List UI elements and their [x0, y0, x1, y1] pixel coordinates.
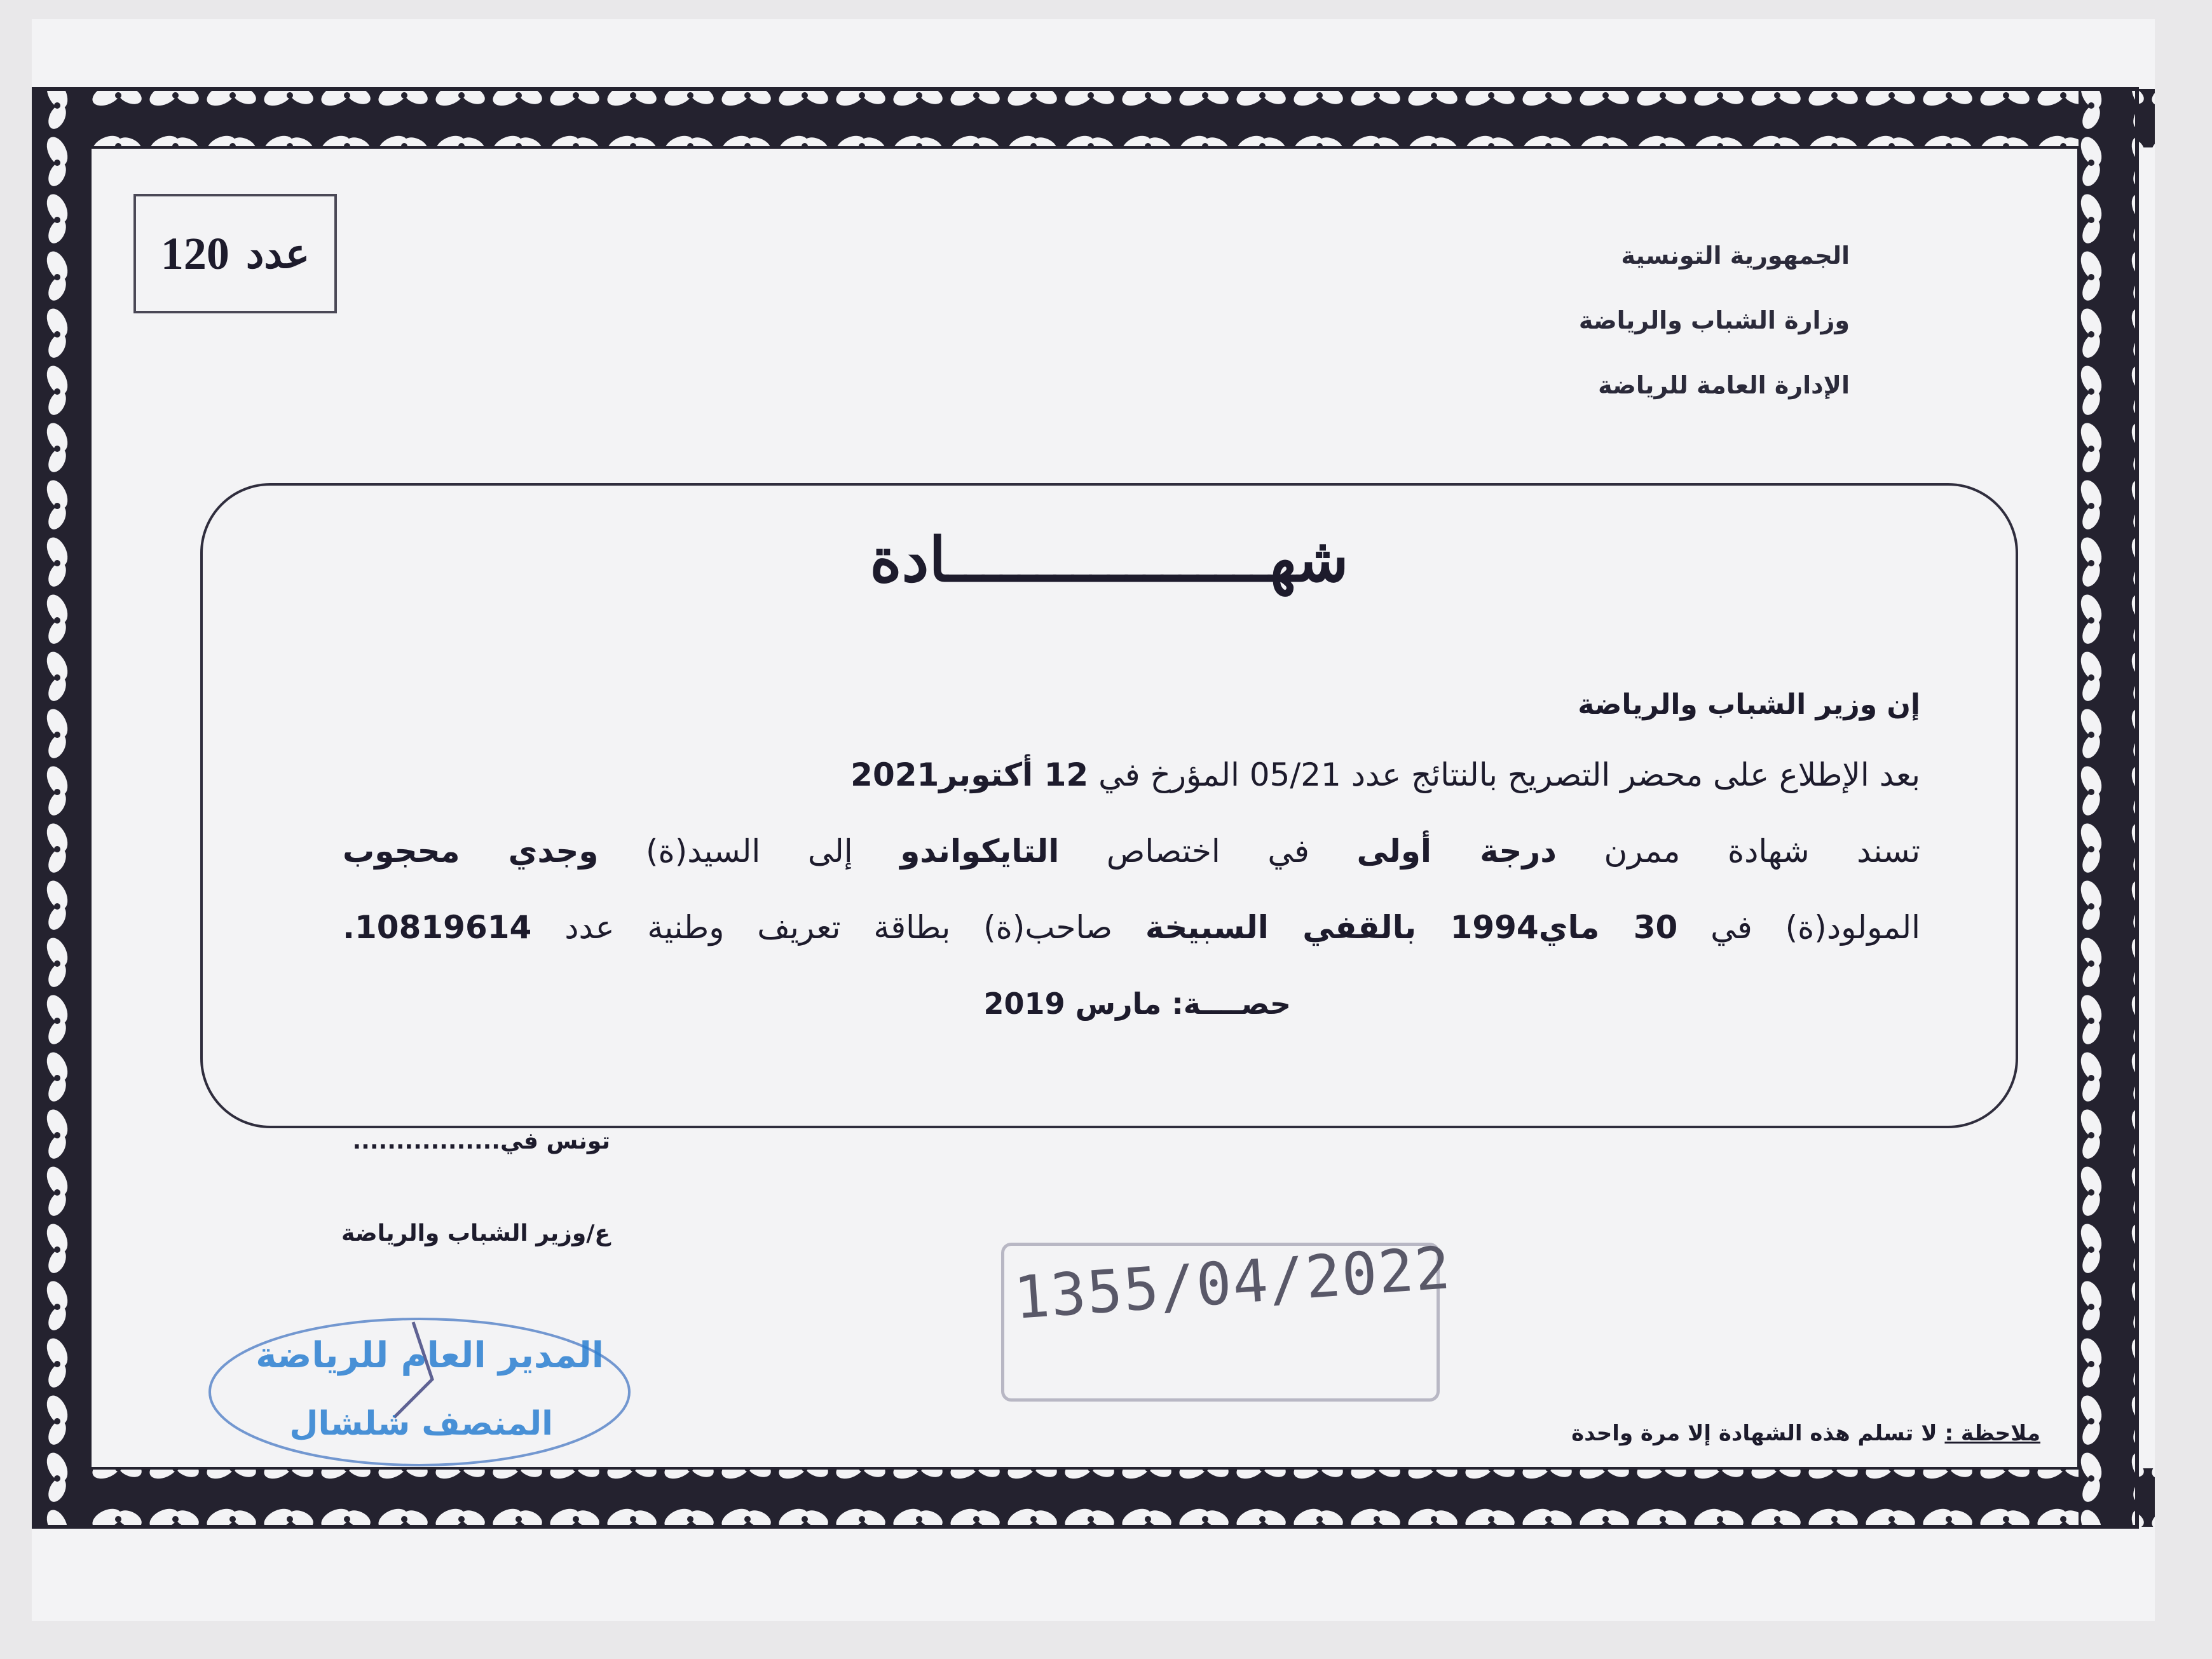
discipline: التايكواندو — [900, 833, 1060, 870]
session-label: حصــــة: — [1171, 987, 1291, 1021]
country-name: الجمهورية التونسية — [1621, 242, 1850, 270]
stamp-line-2: المنصف شلشال — [289, 1405, 553, 1443]
document-number-label: عدد — [245, 229, 310, 278]
body-line-3: تسند شهادة ممرن درجة أولى في اختصاص التايكواندو إلى السيد(ة) وجدي محجوب — [343, 833, 1920, 870]
minister-signature-line: ع/وزير الشباب والرياضة — [341, 1220, 610, 1246]
id-card-number: 10819614. — [343, 909, 532, 946]
holder-name: وجدي محجوب — [343, 833, 599, 870]
certificate-title: شهــــــــــــــــــادة — [870, 524, 1349, 596]
body-line-4: المولود(ة) في 30 ماي1994 بالقفي السبيخة صاحب(ة) بطاقة تعريف وطنية عدد 10819614. — [343, 909, 1921, 946]
registration-number: 1355/04/2022 — [1012, 1234, 1454, 1332]
document-number: 120 — [160, 228, 229, 279]
place-date: تونس في................. — [352, 1128, 610, 1154]
note-label: ملاحظة : — [1944, 1421, 2040, 1446]
note-text: لا تسلم هذه الشهادة إلا مرة واحدة — [1571, 1421, 1945, 1446]
body-line-1: إن وزير الشباب والرياضة — [1578, 688, 1920, 721]
degree: درجة أولى — [1356, 833, 1557, 870]
birth-date-place: 30 ماي1994 بالقفي السبيخة — [1145, 909, 1678, 946]
session-value: مارس 2019 — [983, 987, 1162, 1021]
certificate-panel — [200, 483, 2018, 1128]
certificate-page — [32, 19, 2155, 1621]
session-line — [984, 985, 1291, 1023]
ministry-name: وزارة الشباب والرياضة — [1578, 306, 1850, 334]
document-number-box — [133, 194, 337, 313]
signature-scribble — [203, 1309, 636, 1475]
directorate-name: الإدارة العامة للرياضة — [1598, 371, 1850, 399]
footer-note — [1571, 1421, 2040, 1446]
body-line-2 — [343, 756, 1920, 794]
body-line-2-text: بعد الإطلاع على محضر التصريح بالنتائج عدد 05/21 المؤرخ في — [1088, 756, 1920, 793]
director-stamp — [203, 1309, 636, 1475]
issuer-header — [1278, 242, 1850, 399]
stamp-line-1: المدير العام للرياضة — [256, 1335, 604, 1376]
declaration-date: 12 أكتوبر2021 — [850, 756, 1089, 793]
